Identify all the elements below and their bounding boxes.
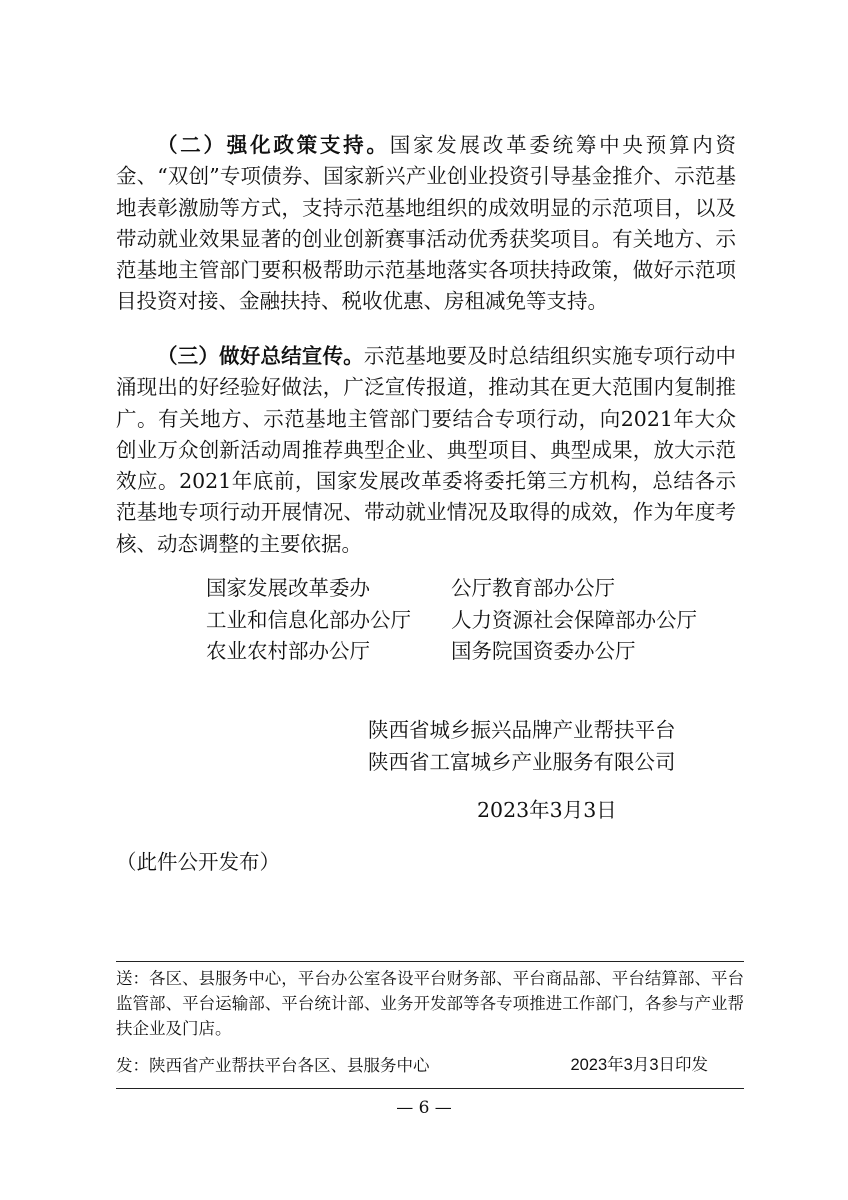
signatory: 公厅教育部办公厅 bbox=[451, 576, 615, 600]
document-date: 2023年3月3日 bbox=[477, 798, 617, 822]
section-body: 国家发展改革委统筹中央预算内资金、“双创”专项债券、国家新兴产业创业投资引导基金推介、示范基地表彰激励等方式，支持示范基地组织的成效明显的示范项目，以及带动就业效果显著的创业创新赛事活动优秀获奖项目。有关地方、示范基地主管部门要积极帮助示范基地落实各项扶持政策，做好示范项目投资对接、金融扶持、税收优惠、房租减免等支持。 bbox=[116, 133, 737, 314]
divider-top bbox=[116, 961, 744, 962]
issuer-name: 陕西省工富城乡产业服务有限公司 bbox=[368, 749, 676, 774]
signatory-row bbox=[206, 605, 697, 637]
public-release-note: （此件公开发布） bbox=[116, 850, 280, 874]
issue-label: 发：陕西省产业帮扶平台各区、县服务中心 bbox=[116, 1056, 430, 1075]
signatory-list bbox=[206, 573, 697, 668]
section-body: 示范基地要及时总结组织实施专项行动中涌现出的好经验好做法，广泛宣传报道，推动其在更大范围内复制推广。有关地方、示范基地主管部门要结合专项行动，向2021年大众创业万众创新活动周推荐典型企业、典型项目、典型成果，放大示范效应。2021年底前，国家发展改革委将委托第三方机构，总结各示范基地专项行动开展情况、带动就业情况及取得的成效，作为年度考核、动态调整的主要依据。 bbox=[116, 344, 737, 556]
signatory: 农业农村部办公厅 bbox=[206, 639, 370, 663]
issue-date: 2023年3月3日印发 bbox=[570, 1056, 708, 1074]
issuer-name: 陕西省城乡振兴品牌产业帮扶平台 bbox=[368, 718, 676, 742]
section-policy-support bbox=[116, 130, 736, 318]
signatory: 国家发展改革委办 bbox=[206, 576, 370, 600]
section-heading: （二）强化政策支持。 bbox=[157, 133, 390, 157]
signatory: 工业和信息化部办公厅 bbox=[206, 607, 411, 632]
issuer-block bbox=[368, 715, 676, 778]
signatory-row bbox=[206, 636, 697, 668]
page-number: — 6 — bbox=[396, 1098, 452, 1118]
issue-line bbox=[116, 1053, 744, 1078]
section-heading: （三）做好总结宣传。 bbox=[157, 344, 364, 368]
signatory-row bbox=[206, 573, 697, 605]
signatory: 国务院国资委办公厅 bbox=[451, 639, 636, 663]
signatory: 人力资源社会保障部办公厅 bbox=[451, 607, 697, 632]
divider-bottom bbox=[116, 1088, 744, 1089]
section-summary-publicity bbox=[116, 341, 736, 560]
distribution-cc: 送：各区、县服务中心，平台办公室各设平台财务部、平台商品部、平台结算部、平台监管部、平台运输部、平台统计部、业务开发部等各专项推进工作部门，各参与产业帮扶企业及门店。 bbox=[116, 969, 744, 1038]
